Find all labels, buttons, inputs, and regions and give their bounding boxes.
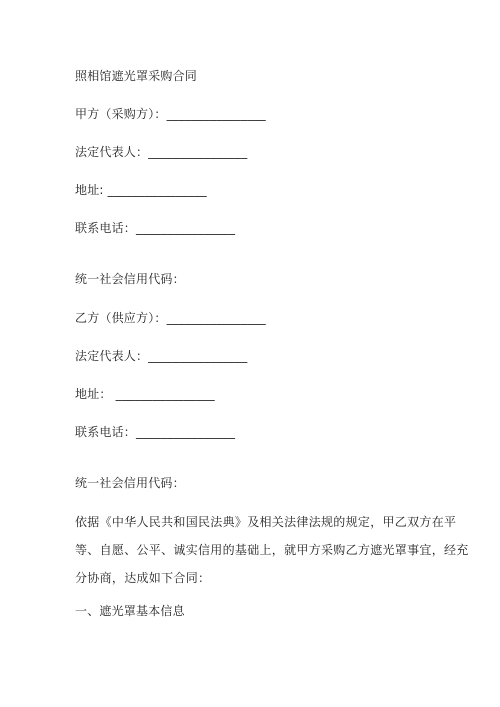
party-b-credit-code-field: 统一社会信用代码： (75, 476, 185, 490)
party-b-phone-field: 联系电话：________________ (75, 425, 236, 439)
party-a-phone-field: 联系电话：________________ (75, 221, 236, 235)
intro-line: 依据《中华人民共和国民法典》及相关法律法规的规定，甲乙双方在平 (75, 515, 457, 529)
intro-line: 等、自愿、公平、诚实信用的基础上，就甲方采购乙方遮光罩事宜，经充 (75, 543, 469, 557)
section-heading: 一、遮光罩基本信息 (75, 604, 185, 618)
contract-title: 照相馆遮光罩采购合同 (75, 69, 198, 83)
party-b-address-field: 地址： ________________ (75, 387, 215, 401)
party-a-credit-code-field: 统一社会信用代码： (75, 272, 185, 286)
intro-paragraph (75, 508, 469, 592)
party-b-name-field: 乙方（供应方）：________________ (75, 311, 266, 325)
intro-line: 分协商，达成如下合同： (75, 571, 211, 585)
party-a-name-field: 甲方（采购方）：________________ (75, 107, 266, 121)
party-a-address-field: 地址: ________________ (75, 183, 207, 197)
party-a-representative-field: 法定代表人：________________ (75, 145, 248, 159)
party-b-representative-field: 法定代表人：________________ (75, 349, 248, 363)
